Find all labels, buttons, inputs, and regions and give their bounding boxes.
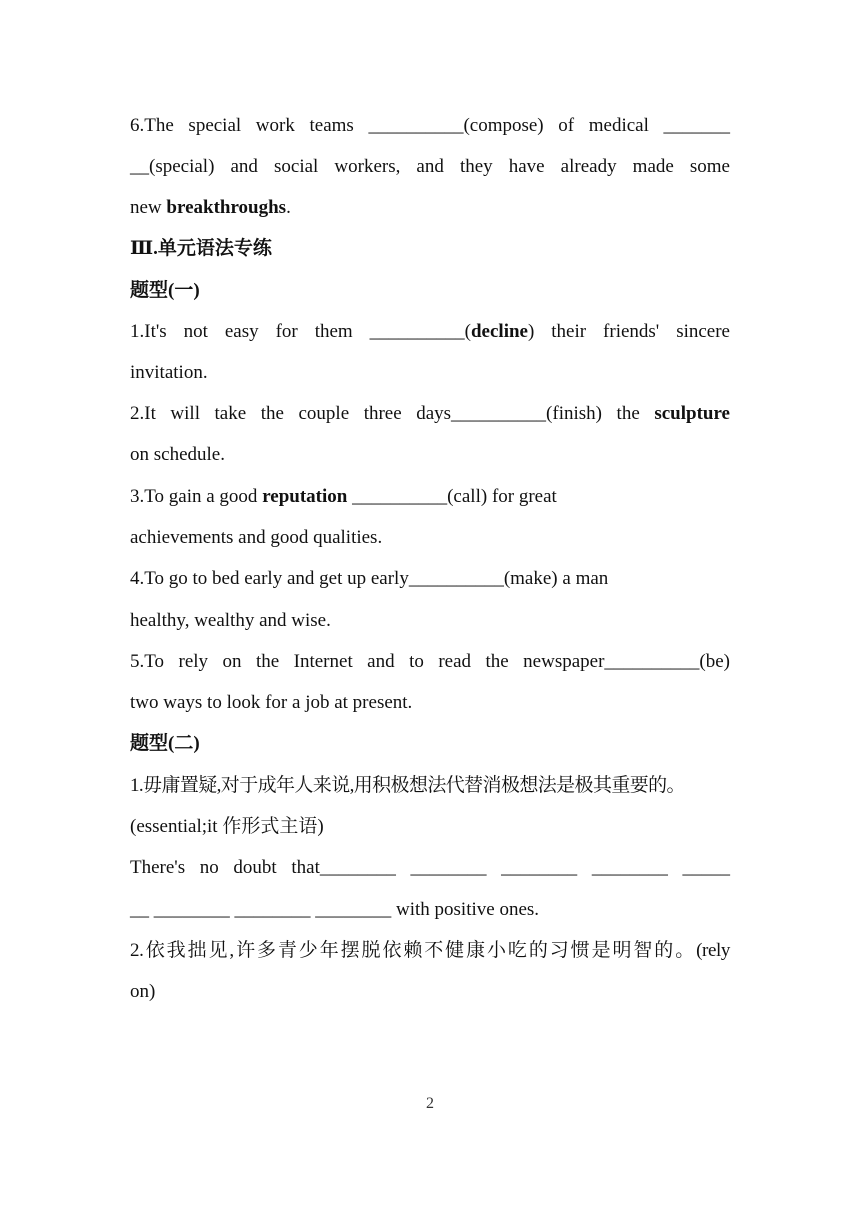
keyword-breakthroughs: breakthroughs — [166, 197, 287, 218]
type2-q1-line-2: (essential;it 作形式主语) — [130, 816, 324, 837]
keyword-sculpture: sculpture — [654, 403, 730, 424]
type1-q5-line-2: two ways to look for a job at present. — [130, 692, 413, 713]
type1-q4-line-1: 4.To go to bed early and get up early__________(make) a man — [130, 568, 609, 589]
keyword-reputation: reputation — [262, 486, 348, 507]
type1-q3-text: 3.To gain a good — [130, 486, 263, 507]
type1-q1-text-end: ) their friends' sincere — [527, 321, 730, 342]
type1-q3-text-end: __________(call) for great — [347, 486, 557, 507]
type1-q1-line-1 — [130, 320, 730, 344]
q6-line-1: 6.The special work teams __________(compose) of medical _______ — [130, 115, 730, 136]
type2-q2-line-1: 2.依我拙见,许多青少年摆脱依赖不健康小吃的习惯是明智的。(rely — [130, 940, 730, 961]
type2-heading: 题型(二) — [130, 733, 200, 754]
q6-line-2: __(special) and social workers, and they have already made some — [130, 156, 730, 177]
type2-q1-line-1: 1.毋庸置疑,对于成年人来说,用积极想法代替消极想法是极其重要的。 — [130, 775, 685, 796]
type1-q1-text: 1.It's not easy for them __________( — [130, 321, 471, 342]
type1-q5-line-1: 5.To rely on the Internet and to read the newspaper__________(be) — [130, 651, 730, 672]
type1-q4-line-2: healthy, wealthy and wise. — [130, 610, 331, 631]
type1-q2-text: 2.It will take the couple three days__________(finish) the — [130, 403, 655, 424]
type1-q1-line-2: invitation. — [130, 362, 208, 383]
type1-q3-line-2: achievements and good qualities. — [130, 527, 383, 548]
type1-heading: 题型(一) — [130, 280, 200, 301]
type1-q2-line-1 — [130, 402, 730, 426]
type2-q1-line-3: There's no doubt that________ ________ ________ ________ _____ — [130, 857, 730, 878]
type2-q2-line-2: on) — [130, 981, 156, 1002]
q6-line-3-text: new — [130, 197, 167, 218]
q6-line-3-end: . — [286, 197, 291, 218]
page-number: 2 — [426, 1095, 434, 1112]
type1-q2-line-2: on schedule. — [130, 444, 225, 465]
type1-q3-line-1 — [130, 485, 622, 509]
section-heading: Ⅲ.单元语法专练 — [130, 238, 272, 259]
q6-line-3 — [130, 196, 730, 220]
type2-q1-line-4: __ ________ ________ ________ with positive ones. — [130, 899, 540, 920]
keyword-decline: decline — [470, 321, 528, 342]
